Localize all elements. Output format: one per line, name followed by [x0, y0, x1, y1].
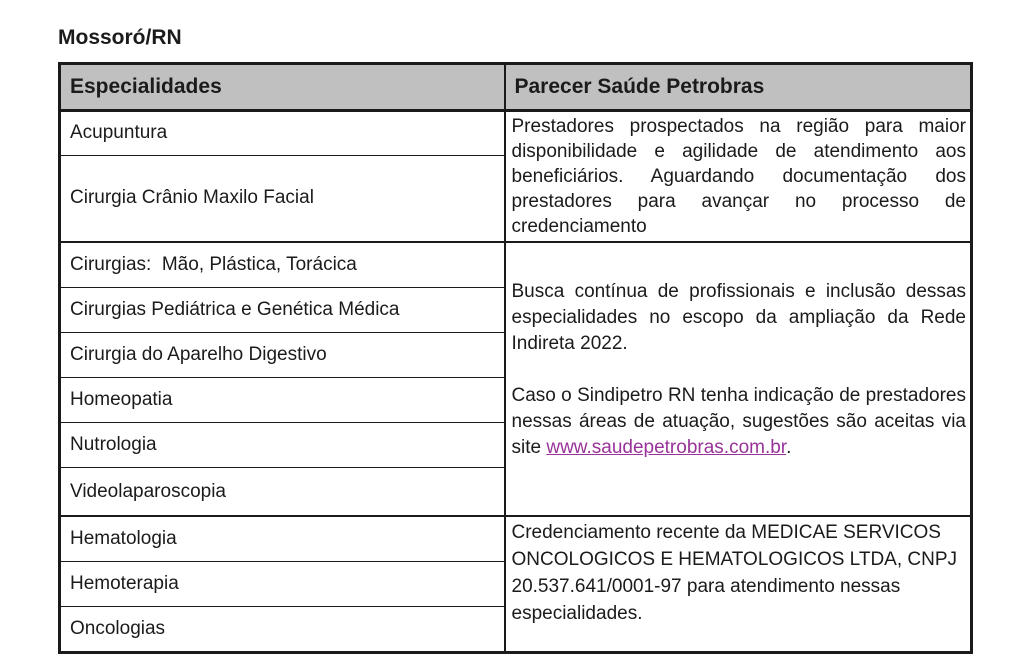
parecer-paragraph: Prestadores prospectados na região para maior disponibilidade e agilidade de atendimento aos beneficiários. Aguardando documentação dos prestadores para avançar no processo de credenciamento: [511, 116, 966, 237]
header-especialidades: Especialidades: [60, 64, 505, 111]
parecer-paragraph: [512, 383, 967, 461]
table-row: [60, 111, 972, 156]
specialty-acupuntura: Acupuntura: [60, 111, 505, 156]
specialty-hemoterapia: Hemoterapia: [60, 562, 505, 607]
specialty-homeopatia: Homeopatia: [60, 378, 505, 423]
specialties-table: [58, 62, 973, 654]
parecer-paragraph: Credenciamento recente da MEDICAE SERVICOS ONCOLOGICOS E HEMATOLOGICOS LTDA, CNPJ 20.537.641/0001-97 para atendimento nessas especialidades.: [511, 522, 958, 624]
parecer-cell-section-2: [505, 242, 972, 516]
specialty-cirurgia-cranio-maxilo-facial: Cirurgia Crânio Maxilo Facial: [60, 155, 505, 242]
table-row: [60, 242, 972, 288]
saudepetrobras-link[interactable]: www.saudepetrobras.com.br: [546, 437, 787, 458]
parecer-cell-section-1: [505, 111, 972, 243]
parecer-paragraph: Busca contínua de profissionais e inclusão dessas especialidades no escopo da ampliação da Rede Indireta 2022.: [511, 281, 966, 354]
specialty-videolaparoscopia: Videolaparoscopia: [60, 468, 505, 517]
specialty-hematologia: Hematologia: [60, 516, 505, 562]
specialty-nutrologia: Nutrologia: [60, 423, 505, 468]
header-parecer-saude-petrobras: Parecer Saúde Petrobras: [505, 64, 972, 111]
specialty-cirurgias-pediatrica-genetica-medica: Cirurgias Pediátrica e Genética Médica: [60, 288, 505, 333]
parecer-cell-section-3: [505, 516, 972, 653]
page-title: Mossoró/RN: [58, 26, 182, 49]
table-header-row: [60, 64, 972, 111]
parecer-text: Caso o Sindipetro RN tenha indicação de prestadores nessas áreas de atuação, sugestões são aceitas via site: [511, 385, 966, 458]
document-content: [58, 26, 973, 654]
specialty-cirurgias-mao-plastica-toracica: Cirurgias: Mão, Plástica, Torácica: [60, 242, 505, 288]
specialty-cirurgia-aparelho-digestivo: Cirurgia do Aparelho Digestivo: [60, 333, 505, 378]
link-suffix: .: [786, 437, 792, 458]
specialty-oncologias: Oncologias: [60, 607, 505, 653]
table-row: [60, 516, 972, 562]
